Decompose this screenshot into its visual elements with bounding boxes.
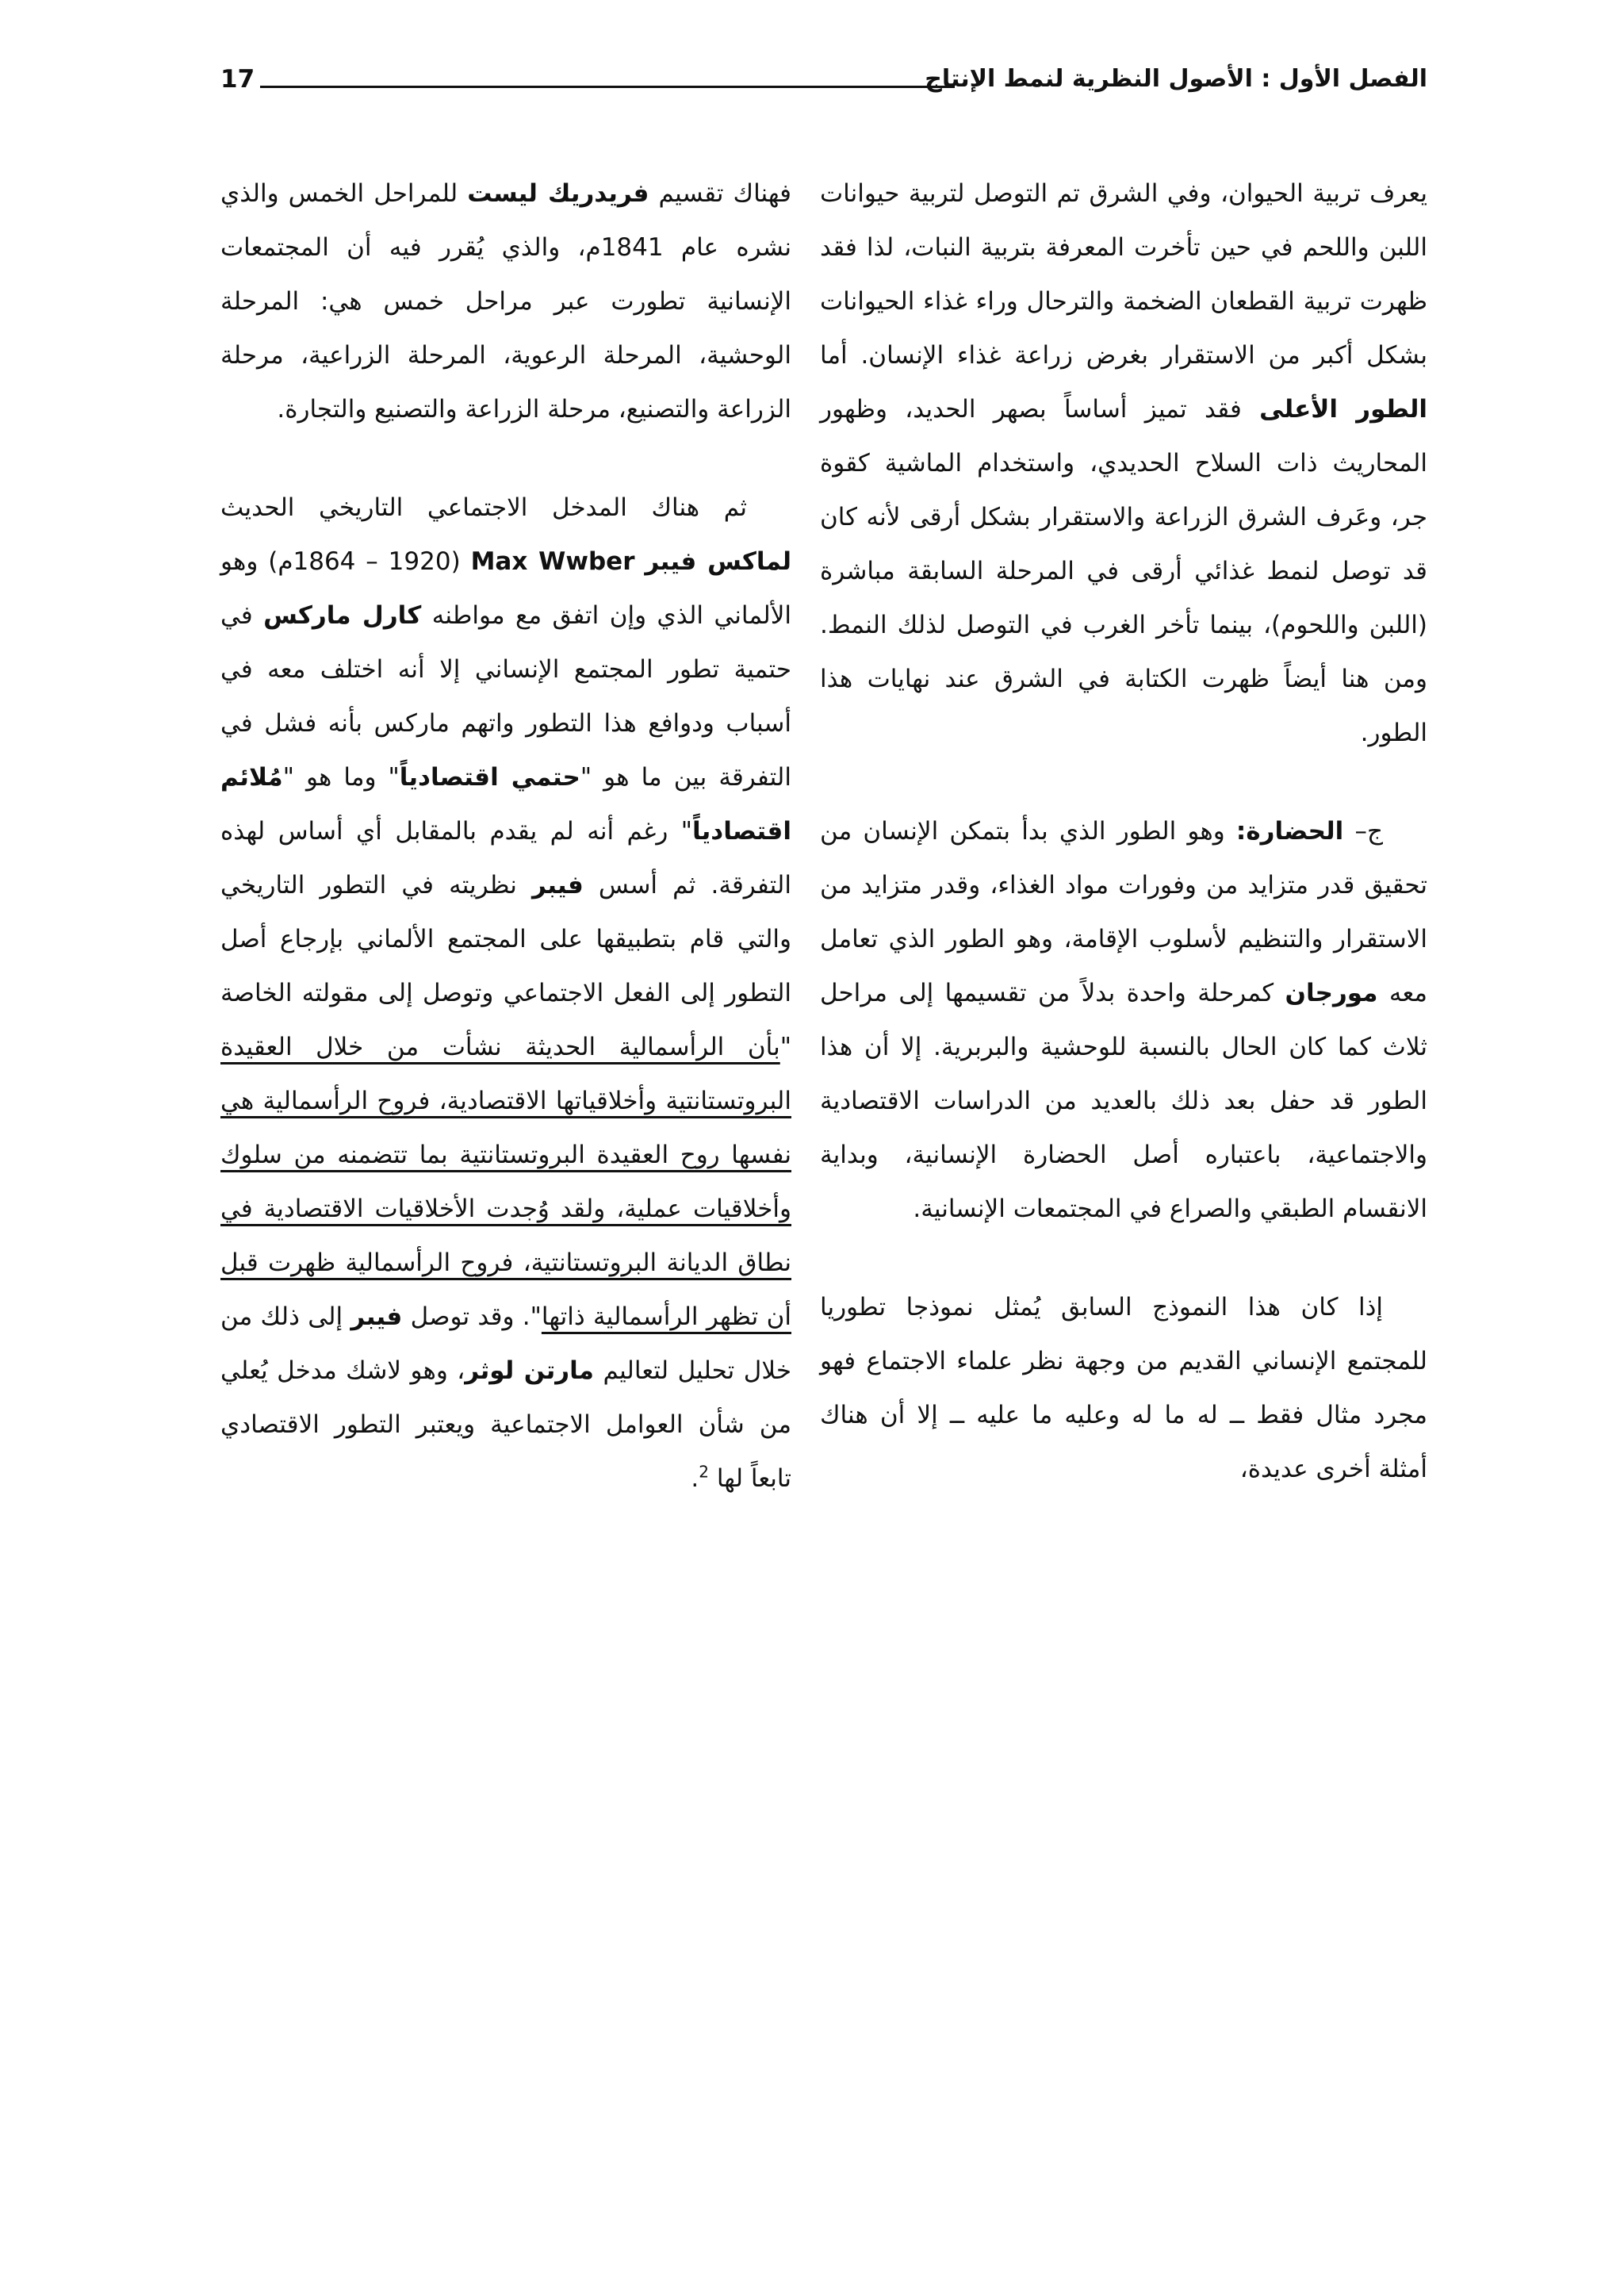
bold-term: الحضارة:: [1235, 817, 1344, 846]
footnote-marker[interactable]: 2: [699, 1462, 709, 1482]
page-number: 17: [220, 65, 255, 94]
bold-term: الطور الأعلى: [1259, 395, 1427, 424]
text-run: " وما هو ": [282, 763, 400, 792]
latin-name: Max Wwber: [470, 547, 635, 576]
bold-term: مارتن لوثر: [465, 1356, 594, 1385]
text-run: يعرف تربية الحيوان، وفي الشرق تم التوصل لتربية حيوانات اللبن واللحم في حين تأخرت المعرفة بتربية النبات، لذا فقد ظهرت تربية القطعان الضخمة والترحال وراء غذاء الحيوانات بشكل أكبر من الاستقرار بغرض زراعة غذاء الإنسان. أما: [820, 179, 1427, 370]
text-run: وهو الألماني الذي وإن اتفق مع مواطنه: [220, 547, 791, 630]
text-run: ج–: [1343, 817, 1383, 846]
text-run: " رغم أنه لم يقدم بالمقابل أي أساس لهذه التفرقة. ثم أسس: [220, 817, 791, 900]
text-run: للمراحل الخمس والذي نشره عام 1841م، والذي يُقرر فيه أن المجتمعات الإنسانية تطورت عبر مراحل خمس هي: المرحلة الوحشية، المرحلة الرعوية، المرحلة الزراعية، مرحلة الزراعة والتصنيع، مرحلة الزراعة والتصنيع والتجارة.: [220, 179, 791, 424]
bold-term: فيبر: [531, 871, 584, 900]
running-header: [220, 62, 1427, 109]
text-run: ، وهو لاشك مدخل يُعلي من شأن العوامل الاجتماعية ويعتبر التطور الاقتصادي تابعاً لها: [220, 1356, 791, 1493]
text-run: .: [691, 1464, 699, 1493]
bold-term: لماكس فيبر: [645, 547, 791, 576]
text-run: إذا كان هذا النموذج السابق يُمثل نموذجا تطوريا للمجتمع الإنساني القديم من وجهة نظر علماء الاجتماع فهو مجرد مثال فقط ــ له ما له وعليه ما عليه ــ إلا أن هناك أمثلة أخرى عديدة،: [820, 1293, 1427, 1483]
bold-term: فريدريك ليست: [467, 179, 649, 208]
right-column: [820, 167, 1427, 1496]
paragraph-civilization: [820, 804, 1427, 1236]
paragraph-model-summary: [820, 1280, 1427, 1496]
text-run: فهناك تقسيم: [649, 179, 791, 208]
text-run: وهو الطور الذي بدأ بتمكن الإنسان من تحقيق قدر متزايد من وفورات مواد الغذاء، وقدر متزايد من الاستقرار والتنظيم لأسلوب الإقامة، وهو الطور الذي تعامل معه: [820, 817, 1427, 1007]
bold-term: فيبر: [350, 1302, 403, 1331]
header-rule: [260, 86, 955, 88]
bold-term: مورجان: [1285, 979, 1378, 1007]
text-run: نظريته في التطور التاريخي والتي قام بتطبيقها على المجتمع الألماني بإرجاع أصل التطور إلى الفعل الاجتماعي وتوصل إلى مقولته الخاصة ": [220, 871, 791, 1061]
text-run: ". وقد توصل: [402, 1302, 542, 1331]
paragraph-upper-barbarism: [820, 167, 1427, 760]
underlined-quote: بأن الرأسمالية الحديثة نشأت من خلال العقيدة البروتستانتية وأخلاقياتها الاقتصادية، فروح الرأسمالية هي نفسها روح العقيدة البروتستانتية بما تتضمنه من سلوك وأخلاقيات عملية، ولقد وُجدت الأخلاقيات الاقتصادية في نطاق الديانة البروتستانتية، فروح الرأسمالية ظهرت قبل أن تظهر الرأسمالية ذاتها: [220, 1033, 791, 1331]
chapter-title: الفصل الأول : الأصول النظرية لنمط الإنتاج: [925, 65, 1427, 93]
paragraph-weber: [220, 481, 791, 1506]
paragraph-list-stages: [220, 167, 791, 436]
text-run: فقد تميز أساساً بصهر الحديد، وظهور المحاريث ذات السلاح الحديدي، واستخدام الماشية كقوة جر، وعَرف الشرق الزراعة والاستقرار بشكل أرقى لأنه كان قد توصل لنمط غذائي أرقى في المرحلة السابقة مباشرة (اللبن واللحوم)، بينما تأخر الغرب في التوصل لذلك النمط. ومن هنا أيضاً ظهرت الكتابة في الشرق عند نهايات هذا الطور.: [820, 395, 1427, 747]
text-run: ثم هناك المدخل الاجتماعي التاريخي الحديث: [220, 493, 747, 522]
text-run: كمرحلة واحدة بدلاً من تقسيمها إلى مراحل ثلاث كما كان الحال بالنسبة للوحشية والبربرية. إلا أن هذا الطور قد حفل بعد ذلك بالعديد من الدراسات الاقتصادية والاجتماعية، باعتباره أصل الحضارة الإنسانية، وبداية الانقسام الطبقي والصراع في المجتمعات الإنسانية.: [820, 979, 1427, 1223]
text-run: في حتمية تطور المجتمع الإنساني إلا أنه اختلف معه في أسباب ودوافع هذا التطور واتهم ماركس بأنه فشل في التفرقة بين ما هو ": [220, 601, 791, 792]
bold-term: حتمي اقتصادياً: [399, 763, 580, 792]
left-column: [220, 167, 791, 1506]
text-run: إلى ذلك من خلال تحليل لتعاليم: [220, 1302, 791, 1385]
bold-term: كارل ماركس: [263, 601, 422, 630]
bold-term: مُلائم اقتصادياً: [220, 763, 791, 846]
dates: (1864 – 1920م): [268, 547, 461, 576]
